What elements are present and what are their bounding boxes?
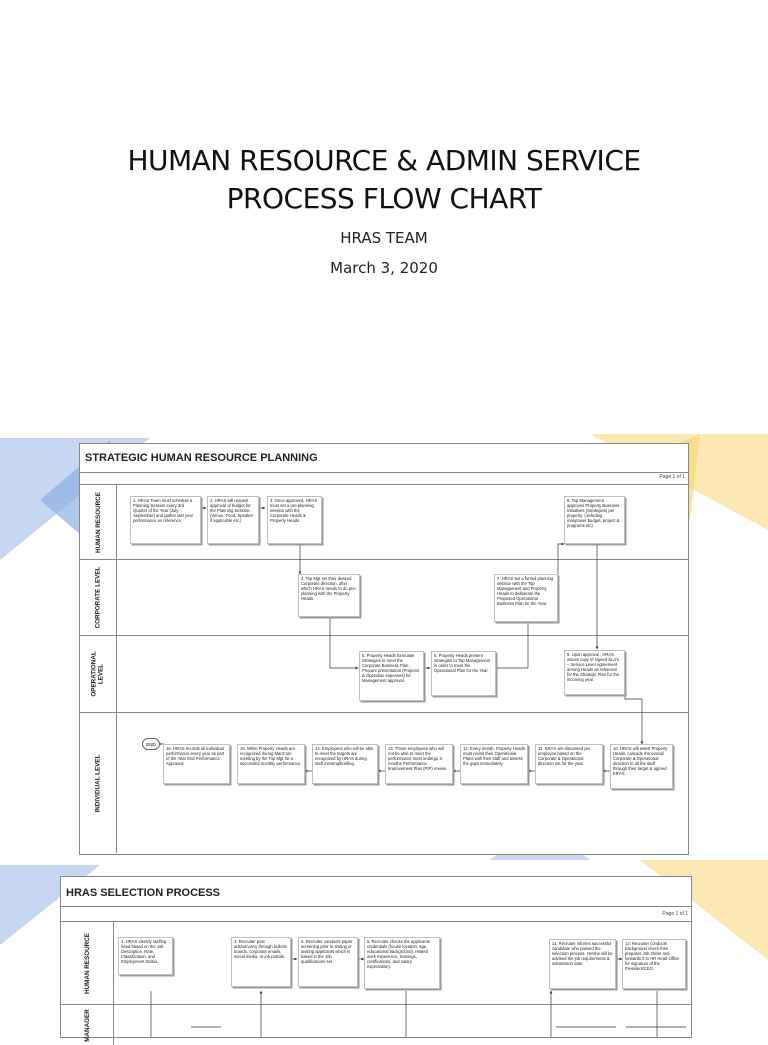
lane-label: MANAGER bbox=[83, 1008, 91, 1042]
step-15: 15. While Property Heads are recognized during ManCom meeting by the Top Mgt for a successful monthly performance. bbox=[237, 744, 305, 784]
step-16: 16. HRAS records all individual performance every year as part of the Year End Performance Appraisal. bbox=[163, 744, 230, 784]
step-12: 12. Every month, Property Heads must revisit their Operational Plans with their staff and assess the gaps immediately. bbox=[460, 744, 528, 784]
step-11: 11. KRA's are discussed per employee based on the Corporate & Operational direction set for the year. bbox=[535, 744, 603, 784]
date: March 3, 2020 bbox=[330, 259, 438, 277]
title-line-2: PROCESS FLOW CHART bbox=[226, 182, 542, 215]
page-number: Page 1 of 1 bbox=[659, 474, 685, 480]
lane-label: CORPORATE LEVEL bbox=[94, 566, 102, 629]
selection-step-3: 3. Recruiter post ads/vacancy through bulletin boards, corporate emails, social media, or job portals. bbox=[231, 937, 291, 987]
page-number: Page 1 of 1 bbox=[662, 911, 688, 917]
step-9: 9. Upon approval , HRAS issues copy of signed SLA's – Service Level Agreement among Heads as reference for the Strategic Plan for the incoming year. bbox=[564, 650, 625, 695]
step-4: 4. Top Mgt set their desired Corporate direction, after which HRAS needs to do pre-planning with the Property Heads. bbox=[298, 574, 360, 617]
step-13: 13. Those employees who will not be able to meet the performance must undergo 3 months Performance Improvement Plan (PIP) review. bbox=[385, 744, 453, 784]
step-14: 14. Employees who will be able to meet the targets are recognized by HRAS during staff meeting/briefing. bbox=[312, 744, 378, 784]
chart-title: HRAS SELECTION PROCESS bbox=[66, 887, 221, 899]
step-5: 5. Property Heads formulate Strategies to meet the Corporate Business Plan. Prepare presentation (Projects & Operation expenses) for Management approval. bbox=[359, 651, 424, 701]
step-3: 3. Once approved, HRAS must set a pre-planning session with the Corporate Heads & Property Heads. bbox=[267, 496, 322, 544]
step-10: 10. HRAS will assist Property Heads, cascade the overall Corporate & Operational direction to all the staff through their target & agreed KRA's. bbox=[610, 744, 673, 789]
end-terminator: END bbox=[142, 738, 160, 750]
step-2: 2. HRAS will request approval of budget for the Planning Session. (Venue, Food, Speaker if applicable etc.) bbox=[207, 496, 259, 544]
step-1: 1. HRAS Team must schedule a Planning Session every 3rd Quarter of the Year (July-September) and gather last year performance as reference. bbox=[130, 496, 201, 544]
lane-label: HUMAN RESOURCE bbox=[83, 932, 91, 994]
selection-step-1: 1. HRAS identify staffing need based on the Job Description, Rate, Classification, and Employment Status. bbox=[118, 937, 173, 975]
lane-label: OPERATIONAL LEVEL bbox=[91, 651, 105, 697]
selection-step-11: 11. Recruiter informs successful candidate who passed the selection process. He/she will be advised the job requirements & submission date. bbox=[549, 939, 616, 989]
hras-selection-process-chart bbox=[60, 876, 692, 1042]
strategic-hr-planning-chart bbox=[79, 443, 689, 855]
lane-label: INDIVIDUAL LEVEL bbox=[94, 754, 102, 812]
subtitle: HRAS TEAM bbox=[340, 229, 428, 247]
page-title bbox=[0, 142, 768, 218]
step-6: 6. Property Heads present strategies to Top Management in order to meet the Operational Plan for the Year. bbox=[431, 651, 496, 696]
lane-label: HUMAN RESOURCE bbox=[94, 491, 102, 553]
step-8: 8. Top Management approves Property Business Initiatives (Strategies) per property. (including manpower budget, project & programs etc) bbox=[564, 496, 625, 544]
title-line-1: HUMAN RESOURCE & ADMIN SERVICE bbox=[127, 144, 641, 177]
selection-step-4: 4. Recruiter conducts paper screening prior to testing or inviting applicants which is based in the Job qualifications set. bbox=[298, 937, 358, 987]
step-7: 7. HRAS set a formal planning session with the Top Management and Property Heads to deliberate the Proposed Operational Business Plan for the Year. bbox=[494, 574, 558, 622]
chart-title: STRATEGIC HUMAN RESOURCE PLANNING bbox=[85, 452, 318, 464]
selection-step-5: 5. Recruiter checks the applicants credentials (house location, age, educational background), related work experience, trainings, certifications, and salary expectation). bbox=[364, 937, 440, 989]
selection-step-12: 12. Recruiter conducts background check then prepares Job Order and forwards it to HR Head Office for signature of the President/CEO. bbox=[622, 939, 686, 989]
